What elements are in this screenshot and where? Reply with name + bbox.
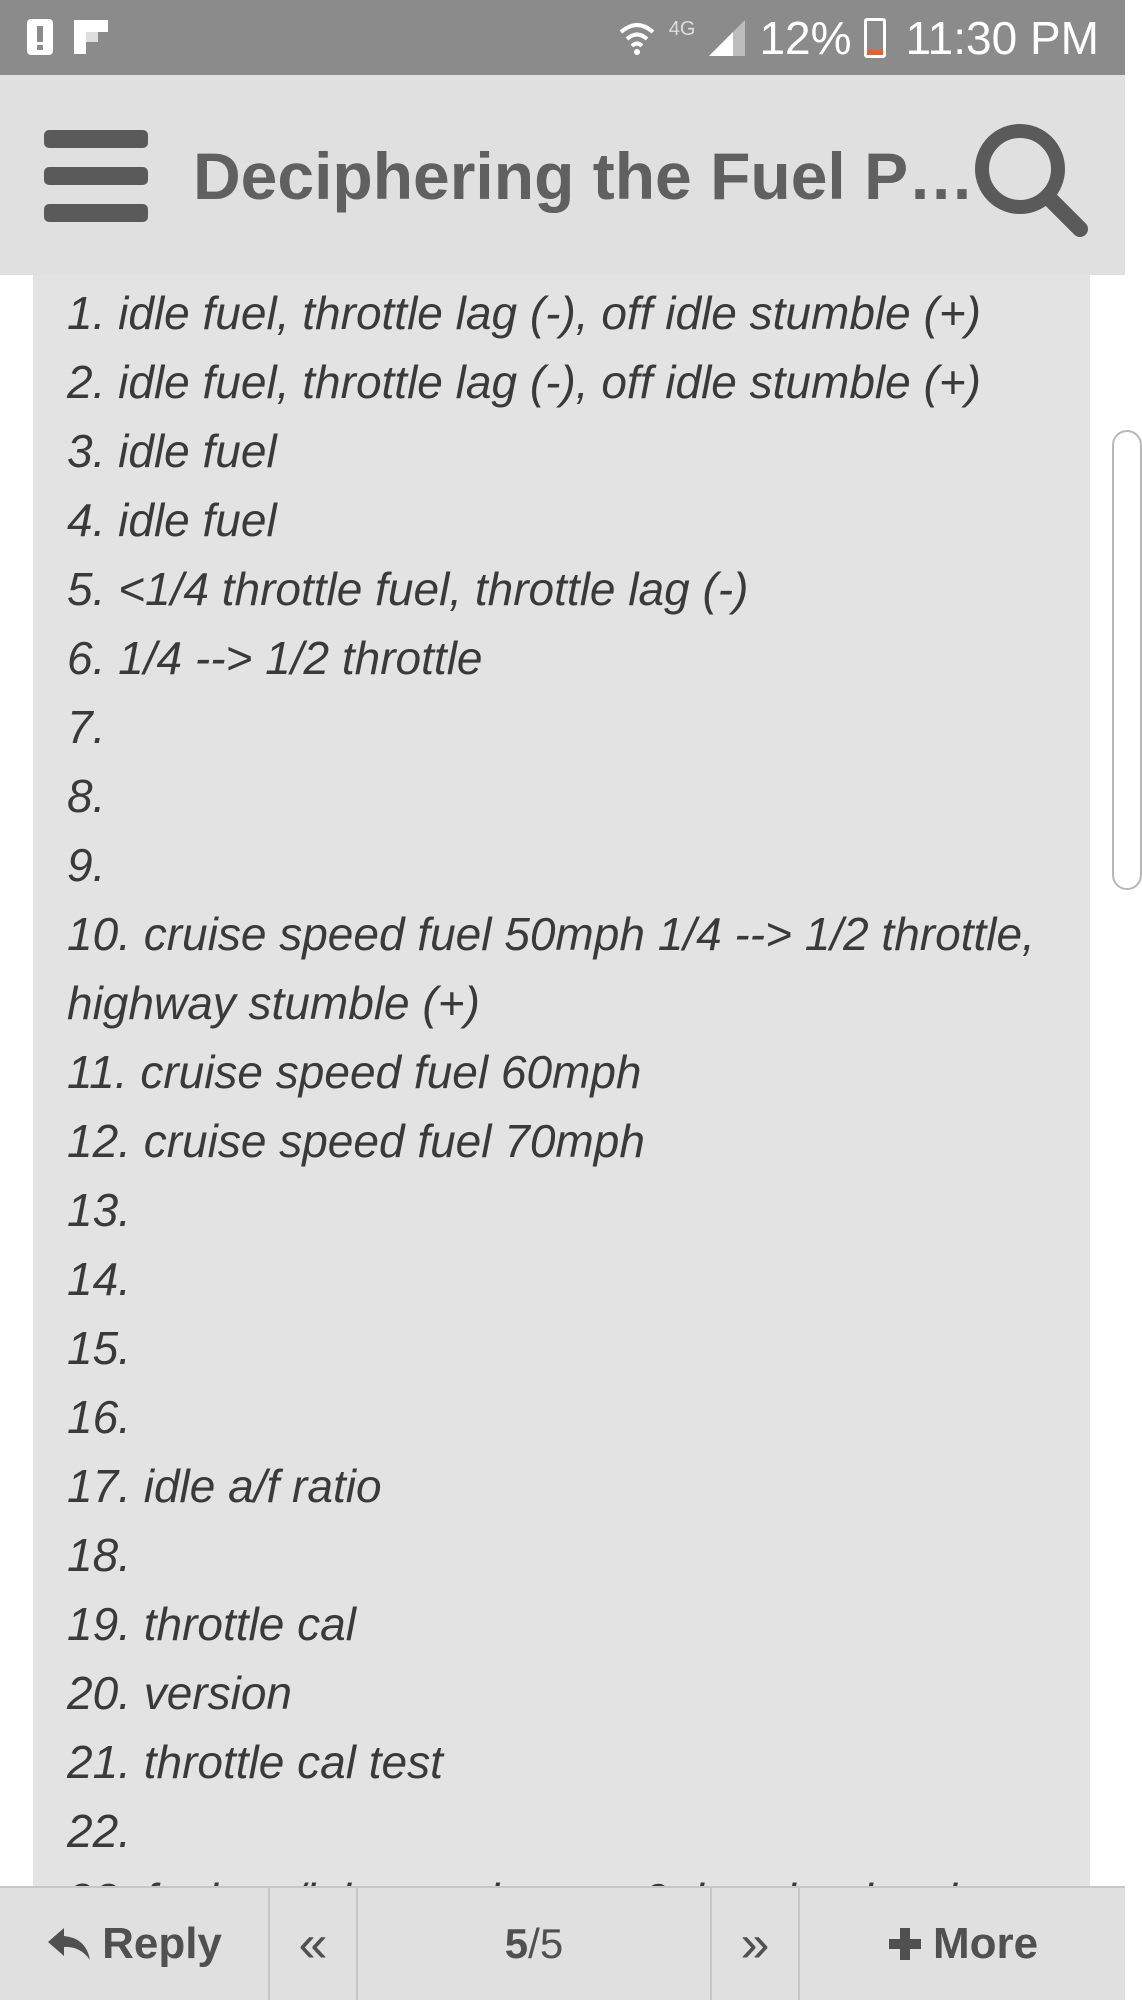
list-item: 12. cruise speed fuel 70mph <box>67 1115 645 1167</box>
app-bar <box>0 75 1125 275</box>
parameter-list <box>33 275 1090 1935</box>
list-item: 5. <1/4 throttle fuel, throttle lag (-) <box>67 563 749 615</box>
list-item: 3. idle fuel <box>67 425 277 477</box>
more-button[interactable] <box>800 1888 1125 2000</box>
list-item: 20. version <box>67 1667 293 1719</box>
list-item: 19. throttle cal <box>67 1598 356 1650</box>
list-item: 18. <box>67 1529 131 1581</box>
list-item: 15. <box>67 1322 131 1374</box>
reply-button[interactable] <box>0 1888 270 2000</box>
list-item: 6. 1/4 --> 1/2 throttle <box>67 632 483 684</box>
signal-icon <box>707 18 747 58</box>
reply-label: Reply <box>102 1919 222 1968</box>
list-item: 16. <box>67 1391 131 1443</box>
list-item: 4. idle fuel <box>67 494 277 546</box>
notification-icons <box>26 18 110 56</box>
network-type-label: 4G <box>668 18 696 40</box>
total-pages: /5 <box>528 1920 564 1967</box>
alert-icon <box>26 18 54 56</box>
more-label: More <box>932 1919 1039 1968</box>
system-status <box>617 0 1099 75</box>
list-item: 10. cruise speed fuel 50mph 1/4 --> 1/2 throttle, highway stumble (+) <box>67 908 1035 1029</box>
status-bar <box>0 0 1125 75</box>
double-chevron-right-icon: » <box>740 1915 770 1973</box>
list-item: 14. <box>67 1253 131 1305</box>
search-icon[interactable] <box>970 119 1090 239</box>
current-page: 5 <box>504 1920 529 1967</box>
page-indicator[interactable] <box>358 1888 712 2000</box>
page-title: Deciphering the Fuel P… <box>193 139 975 213</box>
list-item: 11. cruise speed fuel 60mph <box>67 1046 642 1098</box>
flipboard-icon <box>72 18 110 56</box>
clock-time: 11:30 PM <box>905 11 1099 64</box>
scrollbar-handle[interactable] <box>1112 430 1142 890</box>
double-chevron-left-icon: « <box>298 1915 328 1973</box>
battery-icon <box>864 18 886 58</box>
bottom-toolbar <box>0 1886 1125 2000</box>
list-item: 9. <box>67 839 106 891</box>
list-item: 13. <box>67 1184 131 1236</box>
hamburger-menu-icon[interactable] <box>44 130 148 222</box>
list-item: 17. idle a/f ratio <box>67 1460 382 1512</box>
list-item: 1. idle fuel, throttle lag (-), off idle stumble (+) <box>67 287 982 339</box>
reply-arrow-icon <box>46 1924 92 1964</box>
previous-page-button[interactable] <box>270 1888 358 2000</box>
list-item: 21. throttle cal test <box>67 1736 443 1788</box>
next-page-button[interactable] <box>712 1888 800 2000</box>
plus-icon <box>887 1926 923 1962</box>
battery-percent: 12% <box>759 11 852 64</box>
list-item: 8. <box>67 770 106 822</box>
list-item: 22. <box>67 1805 131 1857</box>
wifi-icon <box>617 18 657 58</box>
list-item: 2. idle fuel, throttle lag (-), off idle stumble (+) <box>67 356 982 408</box>
list-item: 7. <box>67 701 106 753</box>
post-content <box>33 275 1090 1886</box>
